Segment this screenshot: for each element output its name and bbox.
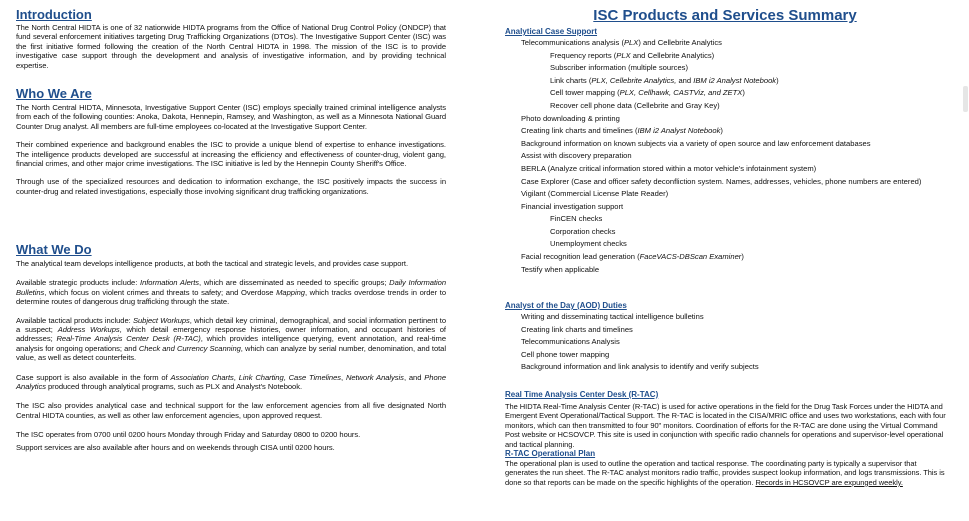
list-item [505, 87, 945, 100]
rtac-paragraph: The HIDTA Real-Time Analysis Center (R-TAC) is used for active operations in the field for the Drug Task Forces under the HIDTA and Emergent Event Operational/Tactical Support. The R-TAC is located in the CISA/MRIC office and uses two workstations, each with four monitors, which can then transmitted to four 90" monitors. Coordination of efforts for the R-TAC are done using the Virtual Command Post website or HCSOVCP. This site is used in conjunction with specific radio channels for operations and supervisor-level operational and tactical planning. [505, 402, 946, 449]
list-item: Creating link charts and timelines [521, 324, 633, 334]
tool-name: FaceVACS-DBScan Examiner [639, 251, 742, 261]
aod-heading: Analyst of the Day (AOD) Duties [505, 301, 627, 310]
tool-name: PLX, Cellebrite Analytics, [591, 75, 677, 85]
list-item [505, 37, 945, 50]
scrollbar-thumb[interactable] [963, 86, 968, 112]
what-we-do-heading: What We Do [16, 242, 92, 257]
analytical-case-support-section [505, 27, 945, 276]
text: Cell tower mapping ( [550, 88, 620, 98]
product-name: Daily Information Bulletins [16, 278, 446, 297]
product-name: Case Timelines [288, 372, 341, 382]
product-name: Information Alerts [140, 278, 200, 288]
list-item: Financial investigation support [521, 201, 624, 211]
list-item: BERLA (Analyze critical information stored within a motor vehicle's infotainment system) [521, 163, 817, 173]
text: Link charts ( [550, 75, 592, 85]
product-name: Address Workups [57, 325, 120, 335]
who-we-are-paragraph-2: Their combined experience and background enables the ISC to provide a unique blend of expertise to enhance investigations. The intelligence products developed are successful at increasing the efficiency and effectiveness of counter-drug, violent gang, financial crimes, and other major crime investigations. The ISC initiative is led by the Hennepin County Sheriff's Office. [16, 140, 446, 169]
product-name: Mapping [276, 287, 305, 297]
rtac-plan-paragraph [505, 459, 947, 487]
list-item: Vigilant (Commercial License Plate Reader) [521, 188, 669, 198]
rtac-plan-heading: R-TAC Operational Plan [505, 449, 596, 459]
list-item: Telecommunications Analysis [521, 337, 620, 347]
text: , which are disseminated as needed to specific groups; [199, 278, 390, 288]
rtac-section [505, 390, 947, 487]
underlined-note: Records in HCSOVCP are expunged weekly. [755, 477, 903, 487]
text: Available tactical products include: [16, 315, 133, 325]
strategic-products-paragraph [16, 278, 446, 306]
text: and [676, 75, 694, 85]
product-name: Real-Time Analysis Center Desk (R-TAC) [56, 334, 201, 344]
who-we-are-paragraph-3: Through use of the specialized resources and dedication to information exchange, the ISC positively impacts the success in counter-drug and related investigations, especially those involving significant drug trafficking organizations. [16, 177, 446, 196]
who-we-are-heading: Who We Are [16, 86, 92, 101]
list-item: Case Explorer (Case and officer safety deconfliction system. Names, addresses, vehicles, phone numbers are entered) [521, 177, 922, 187]
text: ) [720, 126, 723, 136]
what-we-do-intro: The analytical team develops intelligence products, at both the tactical and strategic levels, and provides case support. [16, 259, 409, 268]
text: Facial recognition lead generation ( [521, 251, 640, 261]
who-we-are-paragraph-1: The North Central HIDTA, Minnesota, Investigative Support Center (ISC) employs specially trained criminal intelligence analysts from each of the following counties: Anoka, Dakota, Hennepin, Ramsey, and Washington, as well as a Minnesota National Guard Counter Drug analyst. All members are full-time employees co-located at the Investigative Support Center. [16, 103, 446, 131]
analytical-case-support-heading: Analytical Case Support [505, 27, 598, 36]
tool-name: IBM i2 Analyst Notebook [637, 126, 721, 136]
introduction-heading: Introduction [16, 7, 92, 22]
aod-section [505, 301, 945, 374]
introduction-section [16, 7, 446, 70]
tool-name: PLX [616, 50, 631, 60]
list-item [505, 50, 945, 63]
introduction-paragraph: The North Central HIDTA is one of 32 nationwide HIDTA programs from the Office of National Drug Control Policy (ONDCP) that fund several enforcement initiatives targeting Drug Trafficking Organizations (DTOs). The Investigative Support Center (ISC) was the first initiative formed following the creation of the North Central HIDTA in 1998. The mission of the ISC is to provide investigative case support through the development and analysis of investigative information, and by providing technical expertise. [16, 23, 446, 70]
list-item: Recover cell phone data (Cellebrite and Gray Key) [550, 100, 720, 110]
text: ) [741, 251, 744, 261]
text: ) [776, 75, 779, 85]
list-item: Assist with discovery preparation [521, 151, 632, 161]
text: , which provides intelligence querying, event annotation, and real-time analysis for ongoing operations; and [16, 334, 446, 353]
page-title: ISC Products and Services Summary [593, 7, 857, 24]
text: , which detail emergency response histories, owner information, and occupant histories of addresses; [16, 325, 446, 344]
list-item: Background information on known subjects via a variety of open source and law enforcement databases [521, 138, 871, 148]
text: , and [403, 372, 425, 382]
text: ) and Cellebrite Analytics [638, 38, 722, 47]
text: produced through analytical programs, such as PLX and Analyst's Notebook. [45, 382, 303, 392]
text: and Cellebrite Analytics) [630, 50, 715, 60]
list-item: FinCEN checks [550, 214, 603, 224]
rtac-heading: Real Time Analysis Center Desk (R-TAC) [505, 390, 659, 399]
who-we-are-section [16, 86, 446, 196]
product-name: Association Charts [170, 372, 234, 382]
text: , which tracks overdose trends in order to determine routes of dangerous drug trafficking through the state. [16, 287, 446, 307]
text: Case support is also available in the form of [16, 372, 171, 382]
text: Telecommunications analysis ( [521, 38, 624, 47]
text: Available strategic products include: [16, 278, 141, 288]
list-item: Testify when applicable [521, 264, 600, 274]
product-name: Phone Analytics [16, 372, 447, 392]
product-name: Check and Currency Scanning [138, 343, 241, 353]
product-name: Network Analysis [345, 372, 404, 382]
list-item [505, 251, 945, 264]
list-item: Corporation checks [550, 226, 616, 236]
tool-name: IBM i2 Analyst Notebook [693, 75, 777, 85]
tool-name: PLX, Cellhawk, CASTViz, and ZETX [619, 88, 743, 98]
text: , [233, 372, 239, 382]
list-item: Writing and disseminating tactical intelligence bulletins [521, 312, 704, 321]
case-support-paragraph [16, 373, 446, 392]
text: , which focus on violent crimes and threats to safety; and Overdose [44, 287, 277, 297]
list-item: Subscriber information (multiple sources) [550, 63, 689, 73]
text: Frequency reports ( [550, 50, 617, 60]
text: , [283, 372, 289, 382]
product-name: Subject Workups [132, 315, 190, 325]
text: Creating link charts and timelines ( [521, 126, 638, 136]
what-we-do-section [16, 242, 446, 452]
text: The operational plan is used to outline the operation and tactical response. The coordinating party is typically a supervisor that generates the run sheet. The R-TAC analyst monitors radio traffic, provides suspect lookup information, and logs transmissions. This is done so that reports can be made on the specific highlights of the operation. [505, 459, 945, 487]
list-item [505, 125, 945, 138]
support-paragraph: The ISC also provides analytical case and technical support for the law enforcement agencies from all five designated North Central HIDTA counties, as well as other law enforcement agencies, upon approved request. [16, 401, 446, 420]
text: , which can analyze by serial number, denomination, and total value, as well as detect counterfeits. [16, 343, 446, 363]
text: , which detail key criminal, demographical, and social information pertinent to a suspect; [16, 315, 447, 335]
hours-line-1: The ISC operates from 0700 until 0200 hours Monday through Friday and Saturday 0800 to 0200 hours. [16, 430, 361, 440]
list-item: Unemployment checks [550, 239, 627, 249]
list-item: Background information and link analysis to identify and verify subjects [521, 362, 759, 372]
list-item: Photo downloading & printing [521, 113, 620, 123]
hours-line-2: Support services are also available after hours and on weekends through CISA until 0200 hours. [16, 442, 335, 452]
list-item: Cell phone tower mapping [521, 349, 610, 359]
text: , [341, 372, 346, 382]
tool-name: PLX [623, 38, 639, 47]
text: ) [742, 88, 745, 98]
tactical-products-paragraph [16, 316, 446, 363]
product-name: Link Charting [238, 372, 284, 382]
list-item [505, 75, 945, 88]
